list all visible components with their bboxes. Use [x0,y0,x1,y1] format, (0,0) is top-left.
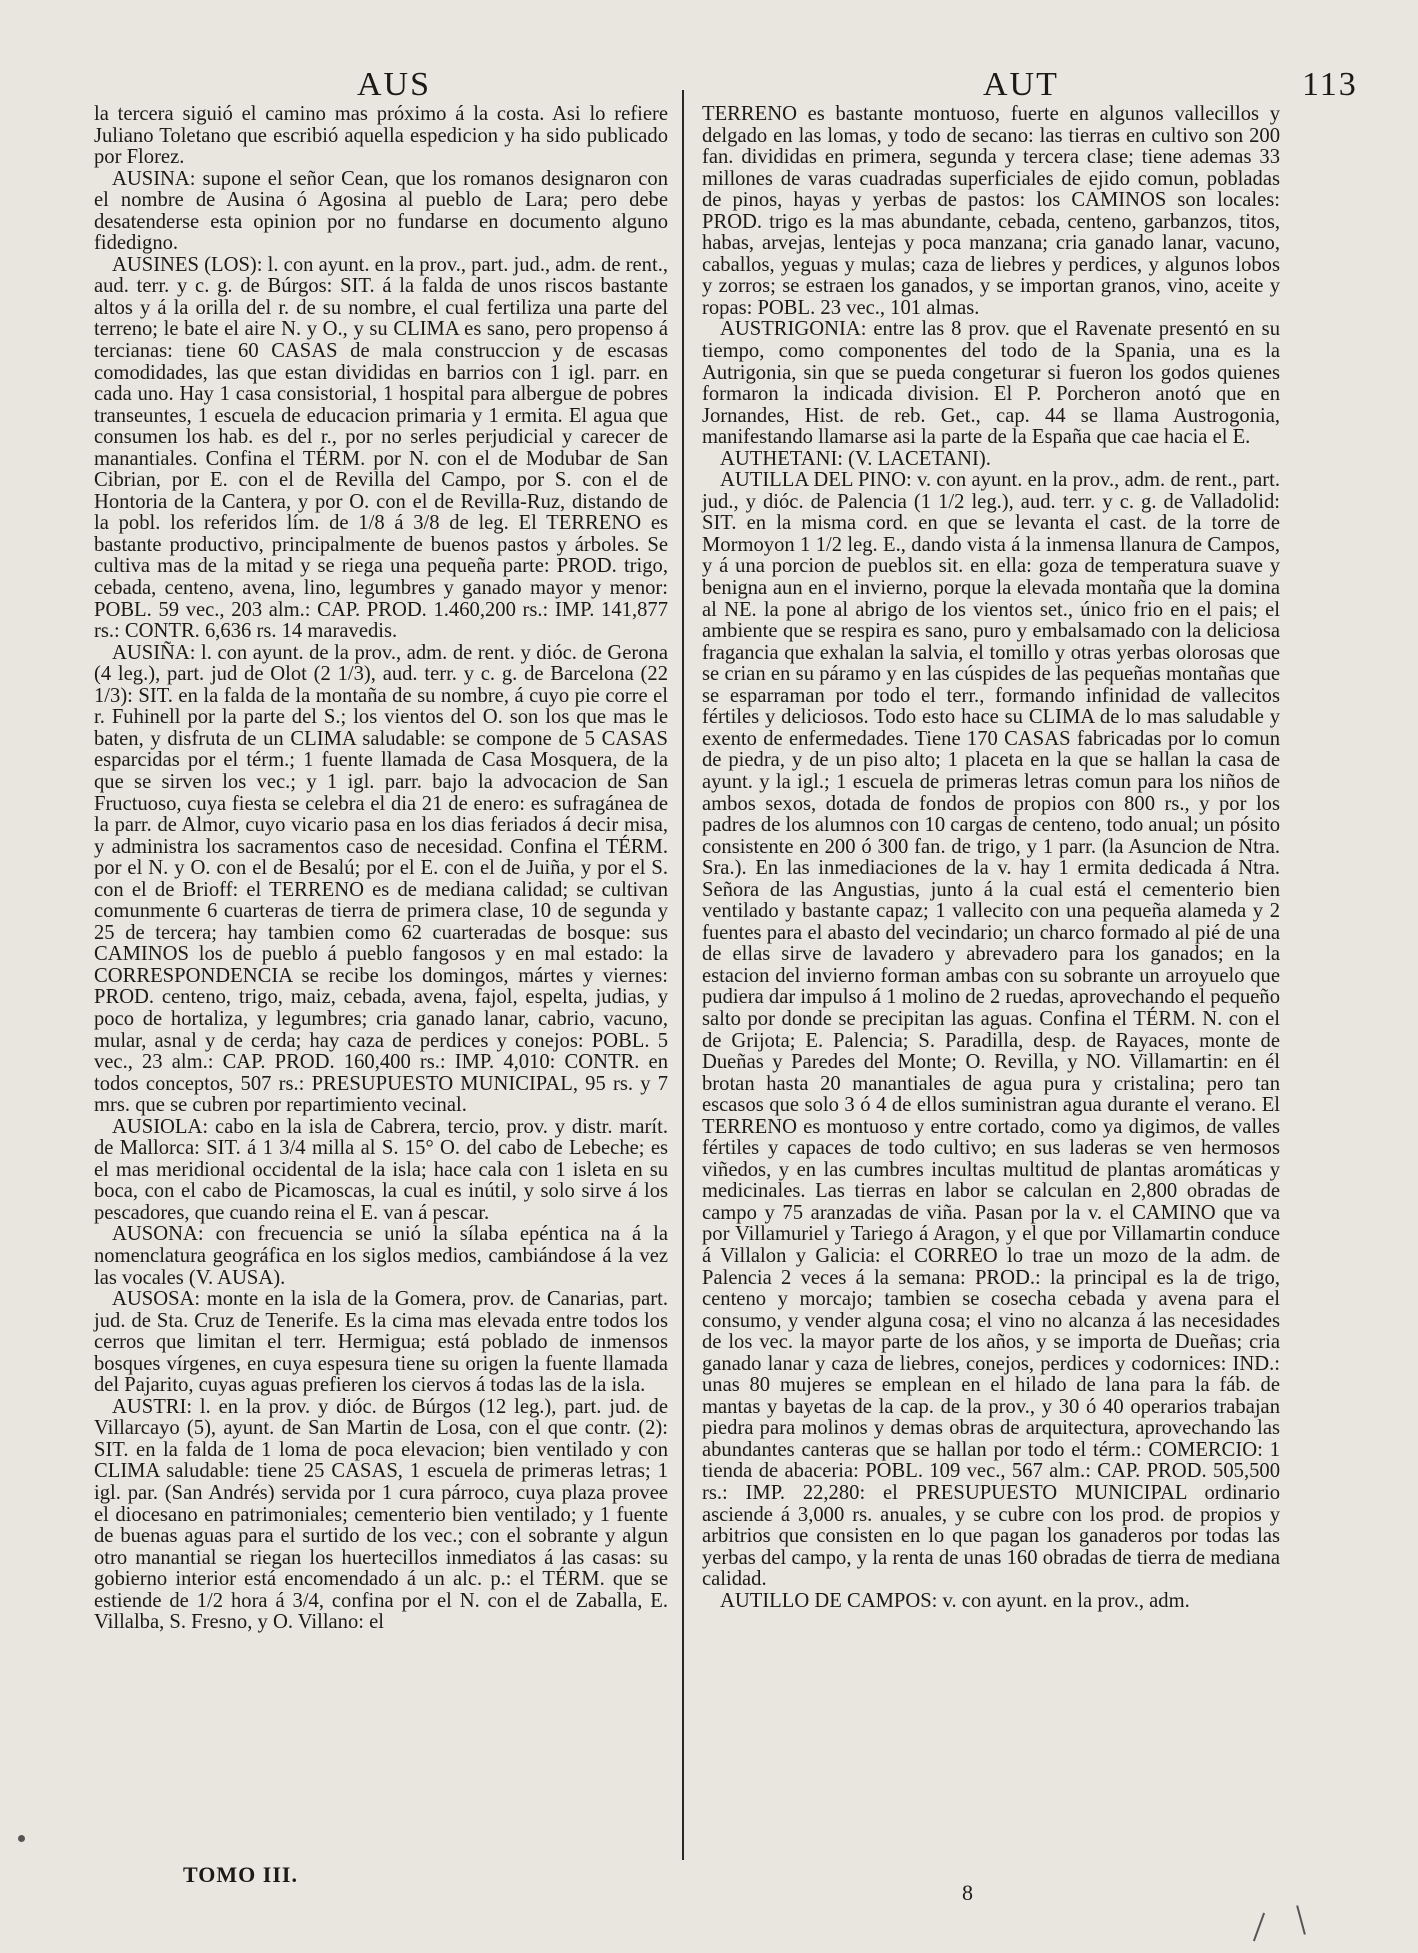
entry-paragraph: AUSINA: supone el señor Cean, que los romanos designaron con el nombre de Ausina ó Agosina al pueblo de Lara; pero debe desatenderse esta opinion por no fundarse en documento alguno fidedigno. [94,167,668,255]
entry-paragraph: AUTHETANI: (V. LACETANI). [720,447,991,470]
entry-paragraph: AUTILLO DE CAMPOS: v. con ayunt. en la prov., adm. [720,1589,1190,1612]
entry-paragraph: AUSIÑA: l. con ayunt. de la prov., adm. de rent. y dióc. de Gerona (4 leg.), part. jud de Olot (2 1/3), aud. terr. y c. g. de Barcelona (22 1/3): SIT. en la falda de la montaña de su nombre, á cuyo pie corre el r. Fuhinell por la parte del S.; los vientos del O. son los que mas le baten, y disfruta de un CLIMA saludable: se compone de 5 CASAS esparcidas por el térm.; 1 fuente llamada de Casa Mosquera, de la que se sirven los vec.; y 1 igl. parr. bajo la advocacion de San Fructuoso, cuya fiesta se celebra el dia 21 de enero: es sufragánea de la parr. de Almor, cuyo vicario pasa en los dias feriados á decir misa, y administra los sacramentos caso de necesidad. Confina el TÉRM. por el N. y O. con el de Besalú; por el E. con el de Juiña, y por el S. con el de Brioff: el TERRENO es de mediana calidad; se cultivan comunmente 6 cuarteras de tierra de primera clase, 10 de segunda y 25 de tercera; hay tambien como 62 cuarteradas de bosque: sus CAMINOS los de pueblo á pueblo fangosos y en mal estado: la CORRESPONDENCIA se recibe los domingos, mártes y viernes: PROD. centeno, trigo, maiz, cebada, avena, fajol, espelta, judias, y poco de hortaliza, y legumbres; cria ganado lanar, cabrio, vacuno, mular, asnal y de cerda; hay caza de perdices y conejos: POBL. 5 vec., 23 alm.: CAP. PROD. 160,400 rs.: IMP. 4,010: CONTR. en todos conceptos, 507 rs.: PRESUPUESTO MUNICIPAL, 95 rs. y 7 mrs. que se cubren por repartimiento vecinal. [94,641,668,1117]
signature-mark: 8 [962,1880,973,1905]
page-number: 113 [1302,66,1358,103]
right-column [702,104,1280,1612]
scan-mark [1253,1913,1265,1942]
entry-paragraph: AUSOSA: monte en la isla de la Gomera, prov. de Canarias, part. jud. de Sta. Cruz de Tenerife. Es la cima mas elevada entre todos los cerros que limitan el terr. Hermigua; está poblado de inmensos bosques vírgenes, en cuya espesura tiene su origen la fuente llamada del Pajarito, cuyas aguas prefieren los ciervos á todas las de la isla. [94,1288,668,1397]
entry-paragraph: AUTILLA DEL PINO: v. con ayunt. en la prov., adm. de rent., part. jud., y dióc. de Palencia (1 1/2 leg.), aud. terr. y c. g. de Valladolid: SIT. en la misma cord. en que se levanta el cast. de la torre de Mormoyon 1 1/2 leg. E., dando vista á la inmensa llanura de Campos, y á una porcion de pueblos sit. en ella: goza de temperatura suave y benigna aun en el invierno, porque la elevada montaña que la domina al NE. la pone al abrigo de los vientos set., único frio en el pais; el ambiente que se respira es sano, puro y embalsamado con la deliciosa fragancia que exhalan la salvia, el tomillo y otras yerbas olorosas que se crian en su páramo y en las cúspides de las pequeñas montañas que se esparraman por todo el terr., formando infinidad de vallecitos fértiles y deliciosos. Todo esto hace su CLIMA de lo mas saludable y exento de enfermedades. Tiene 170 CASAS fabricadas por lo comun de piedra, y de un piso alto; 1 placeta en la que se hallan la casa de ayunt. y la igl.; 1 escuela de primeras letras comun para los niños de ambos sexos, dotada de fondos de propios con 800 rs., y por los padres de los alumnos con 10 cargas de centeno, todo anual; un pósito consistente en 200 ó 300 fan. de trigo, y 1 parr. (la Asuncion de Ntra. Sra.). En las inmediaciones de la v. hay 1 ermita dedicada á Ntra. Señora de las Angustias, junto á la cual está el cementerio bien ventilado y bastante capaz; 1 vallecito con una pequeña alameda y 2 fuentes para el abasto del vecindario; un charco formado al pié de una de ellas sirve de lavadero y abrevadero para los ganados; en la estacion del invierno forman ambas con su sobrante un arroyuelo que pudiera dar impulso á 1 molino de 2 ruedas, aprovechando el pequeño salto por donde se precipitan las aguas. Confina el TÉRM. N. con el de Grijota; E. Palencia; S. Paradilla, desp. de Rayaces, monte de Dueñas y Paredes del Monte; O. Revilla, y NO. Villamartin: en él brotan hasta 20 manantiales de agua pura y cristalina; pero tan escasos que solo 3 ó 4 de ellos suministran agua durante el verano. El TERRENO es montuoso y entre cortado, como ya digimos, de valles fértiles y capaces de todo cultivo; en sus laderas se ven hermosos viñedos, y en las cumbres incultas multitud de plantas aromáticas y medicinales. Las tierras en labor se calculan en 2,800 obradas de campo y 75 aranzadas de viña. Pasan por la v. el CAMINO que va por Villamuriel y Tariego á Aragon, y el que por Villamartin conduce á Villalon y Galicia: el CORREO lo trae un mozo de la adm. de Palencia 2 veces á la semana: PROD.: la principal es la de trigo, centeno y morcajo; tambien se cosecha cebada y avena para el consumo, y vender alguna cosa; el vino no alcanza á las necesidades de los vec. la mayor parte de los años, y se importa de Dueñas; cria ganado lanar y caza de liebres, conejos, perdices y codornices: IND.: unas 80 mujeres se emplean en el hilado de lana para la fáb. de mantas y bayetas de la cap. de la prov., y 30 ó 40 operarios trabajan piedra para molinos y demas obras de arquitectura, aprovechando las abundantes canteras que se hallan por todo el térm.: COMERCIO: 1 tienda de abaceria: POBL. 109 vec., 567 alm.: CAP. PROD. 505,500 rs.: IMP. 22,280: el PRESUPUESTO MUNICIPAL ordinario asciende á 3,000 rs. anuales, y se cubre con los prod. de propios y arbitrios que consisten en lo que pagan los ganaderos por todas las yerbas del campo, y la renta de unas 160 obradas de tierra de mediana calidad. [702,469,1280,1591]
entry-paragraph: AUSIOLA: cabo en la isla de Cabrera, tercio, prov. y distr. marít. de Mallorca: SIT. á 1 3/4 milla al S. 15° O. del cabo de Lebeche; es el mas meridional occidental de la isla; hace cala con 1 isleta en su boca, con el cabo de Picamoscas, la cual es inútil, y solo sirve á los pescadores, que cuando reina el E. van á pescar. [94,1115,668,1224]
column-divider [682,90,684,1860]
scan-mark [1296,1905,1306,1934]
entry-paragraph: AUSTRI: l. en la prov. y dióc. de Búrgos (12 leg.), part. jud. de Villarcayo (5), ayunt. de San Martin de Losa, con el que contr. (2): SIT. en la falda de 1 loma de poca elevacion; bien ventilado y con CLIMA saludable: tiene 25 CASAS, 1 escuela de primeras letras; 1 igl. par. (San Andrés) servida por 1 cura párroco, cuya plaza provee el diocesano en patrimoniales; cementerio bien ventilado; y 1 fuente de buenas aguas para el surtido de los vec.; con el sobrante y algun otro manantial se riegan los huertecillos inmediatos á las casas: su gobierno interior está encomendado á un alc. p.: el TÉRM. que se estiende de 1/2 hora á 3/4, confina por el N. con el de Zaballa, E. Villalba, S. Fresno, y O. Villano: el [94,1395,668,1634]
entry-paragraph: AUSTRIGONIA: entre las 8 prov. que el Ravenate presentó en su tiempo, como componentes del todo de la Spania, una es la Autrigonia, sin que se pueda congeturar si fueron los godos quienes formaron la indicada division. El P. Porcheron anotó que en Jornandes, Hist. de reb. Get., cap. 44 se llama Austrogonia, manifestando llamarse asi la parte de la España que cae hacia el E. [702,318,1280,449]
running-head-left: AUS [357,66,432,103]
ink-spot [18,1835,25,1842]
entry-paragraph: AUSONA: con frecuencia se unió la sílaba epéntica na á la nomenclatura geográfica en los siglos medios, cambiándose á la vez las vocales (V. AUSA). [94,1223,668,1289]
entry-paragraph: AUSINES (LOS): l. con ayunt. en la prov., part. jud., adm. de rent., aud. terr. y c. g. de Búrgos: SIT. á la falda de unos riscos bastante altos y á la orilla del r. de su nombre, el cual fertiliza una parte del terreno; le bate el aire N. y O., y su CLIMA es sano, pero propenso á tercianas: tiene 60 CASAS de mala construccion y de escasas comodidades, las que estan divididas en barrios con 1 igl. parr. en cada uno. Hay 1 casa consistorial, 1 hospital para albergue de pobres transeuntes, 1 escuela de educacion primaria y 1 ermita. El agua que consumen los hab. es del r., por no serles perjudicial y carecer de manantiales. Confina el TÉRM. por N. con el de Modubar de San Cibrian, por E. con el de Revilla del Campo, por S. con el de Hontoria de la Cantera, y por O. con el de Revilla-Ruz, distando de la pobl. los referidos lím. de 1/8 á 3/8 de leg. El TERRENO es bastante productivo, principalmente de buenos pastos y árboles. Se cultiva mas de la mitad y se riega una pequeña parte: PROD. trigo, cebada, centeno, avena, lino, legumbres y ganado mayor y menor: POBL. 59 vec., 203 alm.: CAP. PROD. 1.460,200 rs.: IMP. 141,877 rs.: CONTR. 6,636 rs. 14 maravedis. [94,253,668,643]
left-column [94,104,668,1634]
entry-paragraph: la tercera siguió el camino mas próximo á la costa. Asi lo refiere Juliano Toletano que escribió aquella espedicion y ha sido publicado por Florez. [94,103,668,169]
entry-paragraph: TERRENO es bastante montuoso, fuerte en algunos vallecillos y delgado en las lomas, y todo de secano: las tierras en cultivo son 200 fan. divididas en primera, segunda y tercera clase; tiene ademas 33 millones de varas cuadradas superficiales de ejido comun, pobladas de pinos, hayas y yerbas de pastos: los CAMINOS son locales: PROD. trigo es la mas abundante, cebada, centeno, garbanzos, titos, habas, arvejas, lentejas y poca manzana; cria ganado lanar, vacuno, caballos, yeguas y mulas; caza de liebres y perdices, y algunos lobos y zorros; se estraen los ganados, y se importan granos, vino, aceite y ropas: POBL. 23 vec., 101 almas. [702,103,1280,319]
volume-label: TOMO III. [183,1862,298,1887]
running-head-right: AUT [983,66,1059,103]
